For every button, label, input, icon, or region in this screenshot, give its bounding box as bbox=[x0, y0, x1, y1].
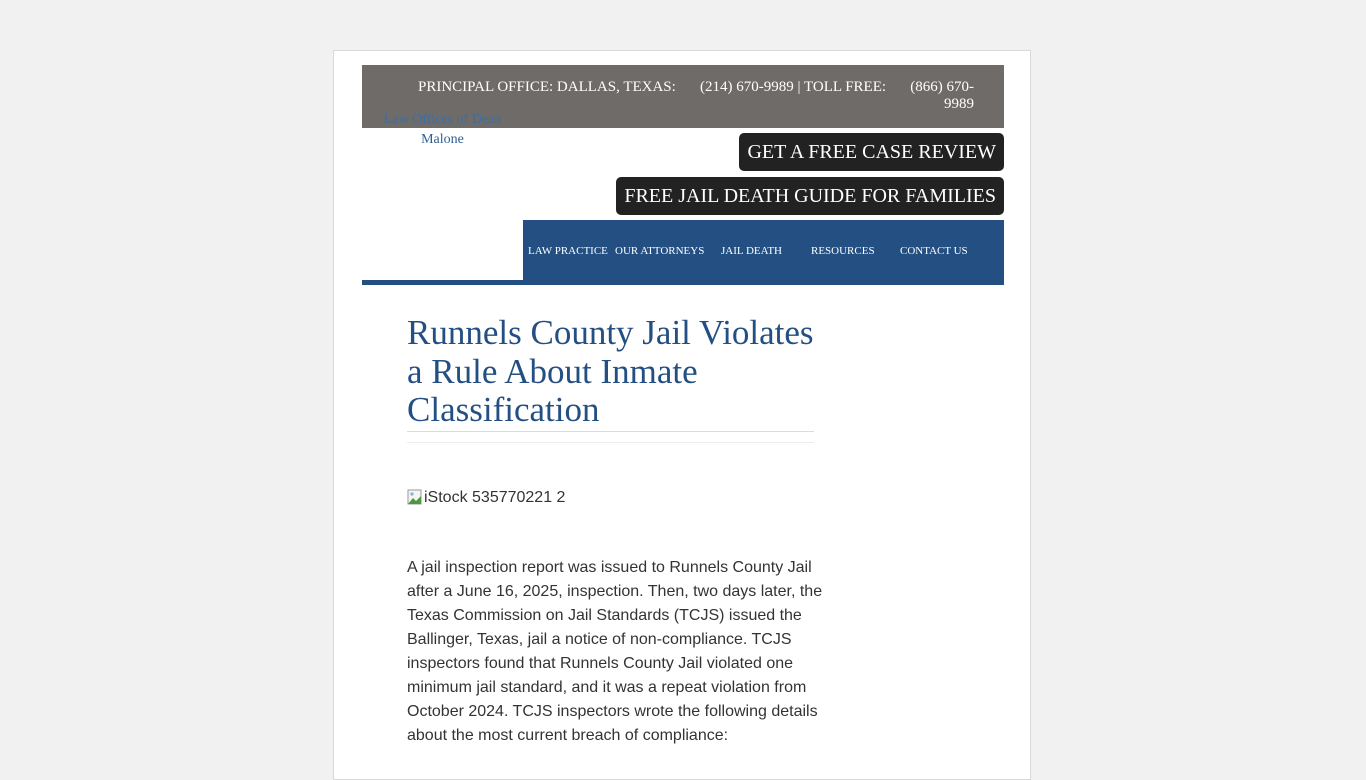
free-case-review-button[interactable]: GET A FREE CASE REVIEW bbox=[739, 133, 1004, 171]
logo-alt-text-line2: Malone bbox=[421, 132, 464, 147]
title-divider-secondary bbox=[407, 442, 814, 443]
nav-item-law-practice[interactable]: LAW PRACTICE bbox=[528, 245, 608, 257]
principal-office-label: PRINCIPAL OFFICE: DALLAS, TEXAS: bbox=[418, 79, 676, 95]
main-nav bbox=[523, 220, 1004, 285]
broken-image-icon bbox=[407, 489, 423, 505]
nav-item-jail-death[interactable]: JAIL DEATH bbox=[721, 245, 782, 257]
nav-item-our-attorneys[interactable]: OUR ATTORNEYS bbox=[615, 245, 705, 257]
site-logo-link[interactable] bbox=[380, 110, 505, 150]
nav-item-contact-us[interactable]: CONTACT US bbox=[900, 245, 968, 257]
title-divider bbox=[407, 431, 814, 432]
logo-alt-text-line1: Law Offices of Dean bbox=[383, 112, 502, 127]
toll-free-part1: (866) 670- bbox=[910, 79, 974, 95]
nav-item-resources[interactable]: RESOURCES bbox=[811, 245, 875, 257]
page-title: Runnels County Jail Violates a Rule About Inmate Classification bbox=[407, 313, 814, 429]
toll-free-part2: 9989 bbox=[944, 96, 974, 112]
jail-death-guide-button[interactable]: FREE JAIL DEATH GUIDE FOR FAMILIES bbox=[616, 177, 1004, 215]
image-alt-text: iStock 535770221 2 bbox=[424, 489, 566, 506]
article-image bbox=[407, 489, 565, 507]
toll-free-phone-link[interactable] bbox=[904, 79, 974, 113]
office-phone-link[interactable]: (214) 670-9989 | TOLL FREE: bbox=[700, 79, 887, 95]
article-paragraph: A jail inspection report was issued to Runnels County Jail after a June 16, 2025, inspection. Then, two days later, the Texas Commission on Jail Standards (TCJS) issued the Ballinger, Texas, jail a notice of non-compliance. TCJS inspectors found that Runnels County Jail violated one minimum jail standard, and it was a repeat violation from October 2024. TCJS inspectors wrote the following details about the most current breach of compliance: bbox=[407, 559, 823, 744]
